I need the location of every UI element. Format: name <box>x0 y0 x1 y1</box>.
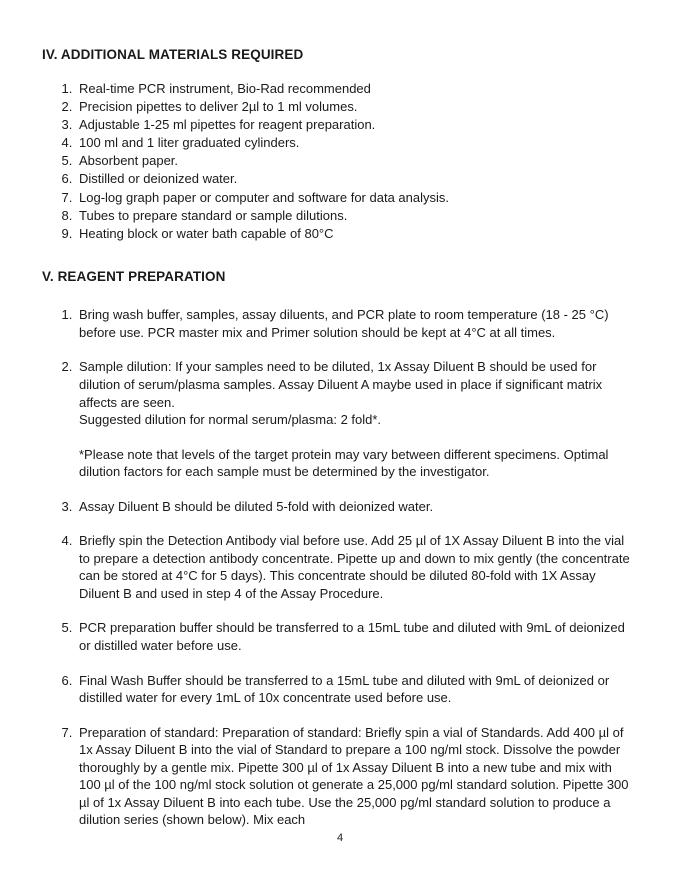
list-item <box>76 672 636 707</box>
list-item-text: Adjustable 1-25 ml pipettes for reagent preparation. <box>79 117 376 133</box>
reagent-preparation-list <box>42 306 636 829</box>
list-item <box>76 532 636 602</box>
list-item-text: Heating block or water bath capable of 80°C <box>79 225 334 241</box>
list-item-text: Suggested dilution for normal serum/plasma: 2 fold*. <box>79 412 382 428</box>
list-item <box>76 80 636 98</box>
list-item-note: *Please note that levels of the target protein may vary between different specimens. Optimal dilution factors for each sample must be determined by the investigator. <box>79 446 609 480</box>
list-item <box>76 358 636 480</box>
list-item <box>76 170 636 188</box>
list-item <box>76 152 636 170</box>
list-item-text: Precision pipettes to deliver 2µl to 1 ml volumes. <box>79 99 358 115</box>
additional-materials-list <box>42 80 636 242</box>
list-item <box>76 498 636 516</box>
list-item-text: 4. Briefly spin the Detection Antibody vial before use. Add 25 µl of 1X Assay Diluent B into the vial to prepare a detection antibody concentrate. Pipette up and down to mix gently (the concentrate can be stored at 4°C for 5 days). This concentrate should be diluted 80-fold with 1X Assay Diluent B and used in step 4 of the Assay Procedure. <box>79 533 630 601</box>
list-item-text: 100 ml and 1 liter graduated cylinders. <box>79 135 300 151</box>
list-item <box>76 619 636 654</box>
page-number: 4 <box>336 832 344 845</box>
list-item <box>76 116 636 134</box>
list-item-text: 5. PCR preparation buffer should be transferred to a 15mL tube and diluted with 9mL of deionized or distilled water before use. <box>79 620 625 654</box>
list-item-text: 2. Sample dilution: If your samples need to be diluted, 1x Assay Diluent B should be used for dilution of serum/plasma samples. Assay Diluent A maybe used in place if significant matrix affects are seen. <box>79 359 603 410</box>
section-iv-title: IV. ADDITIONAL MATERIALS REQUIRED <box>42 47 304 62</box>
list-item <box>76 134 636 152</box>
list-item-text: Tubes to prepare standard or sample dilutions. <box>79 207 348 223</box>
list-item-text: Real-time PCR instrument, Bio-Rad recommended <box>79 81 371 97</box>
list-item-text: 7. Preparation of standard: Preparation of standard: Briefly spin a vial of Standards. Add 400 µl of 1x Assay Diluent B into the vial of Standard to prepare a 100 ng/ml stock. Dissolve the powder thoroughly by a gentle mix. Pipette 300 µl of 1x Assay Diluent B into a new tube and mix with 100 µl of the 100 ng/ml stock solution ot generate a 25,000 pg/ml standard solution. Pipette 300 µl of 1x Assay Diluent B into each tube. Use the 25,000 pg/ml standard solution to produce a dilution series (shown below). Mix each <box>79 724 629 828</box>
list-item <box>76 98 636 116</box>
list-item-text: 6. Final Wash Buffer should be transferred to a 15mL tube and diluted with 9mL of deionized or distilled water for every 1mL of 10x concentrate used before use. <box>79 672 610 706</box>
list-item-text: 3. Assay Diluent B should be diluted 5-fold with deionized water. <box>79 498 434 514</box>
list-item-text: Log-log graph paper or computer and software for data analysis. <box>79 189 449 205</box>
list-item-text: 1. Bring wash buffer, samples, assay diluents, and PCR plate to room temperature (18 - 25 °C) before use. PCR master mix and Primer solution should be kept at 4°C at all times. <box>79 307 609 340</box>
list-item <box>76 306 636 341</box>
list-item <box>76 225 636 243</box>
list-item-text: Absorbent paper. <box>79 153 179 169</box>
list-item <box>76 724 636 829</box>
list-item-text: Distilled or deionized water. <box>79 171 238 187</box>
list-item <box>76 189 636 207</box>
list-item <box>76 207 636 225</box>
section-v-title: V. REAGENT PREPARATION <box>42 269 226 285</box>
